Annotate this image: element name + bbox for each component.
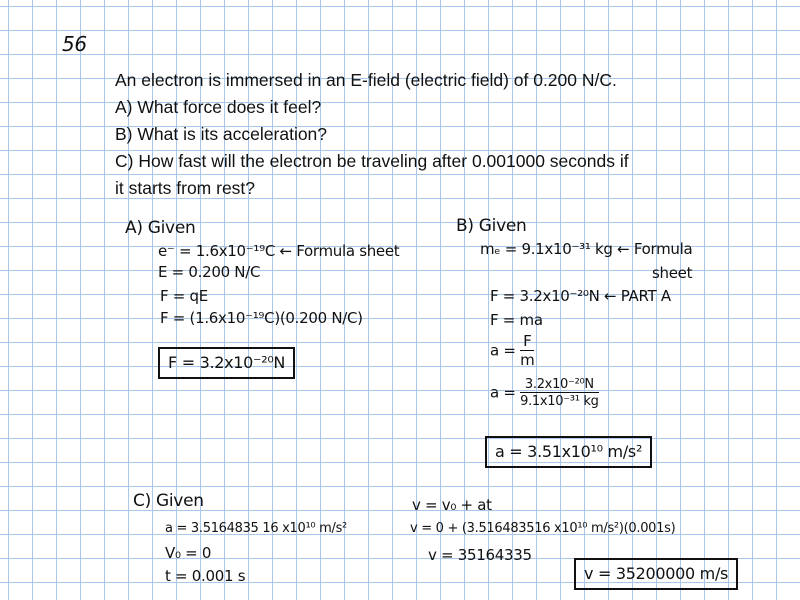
part-b-force: F = 3.2x10⁻²⁰N ← PART A [490,287,671,305]
problem-line-4: C) How fast will the electron be traveling after 0.001000 seconds if [115,151,629,171]
part-b-heading: B) Given [456,216,527,236]
part-b-a-denominator: m [520,351,535,369]
part-c-v0: V₀ = 0 [165,544,212,562]
part-b-mass-note: sheet [652,264,693,282]
part-a-substitution: F = (1.6x10⁻¹⁹C)(0.200 N/C) [160,309,363,327]
part-c-heading: C) Given [133,491,204,511]
part-b-rearranged-fraction [520,334,534,368]
part-b-mass: mₑ = 9.1x10⁻³¹ kg ← Formula [480,240,693,258]
part-a-field: E = 0.200 N/C [158,263,261,281]
part-a-formula: F = qE [160,287,208,305]
part-c-answer-box: v = 35200000 m/s [574,558,738,590]
part-b-answer-box: a = 3.51x10¹⁰ m/s² [485,436,652,468]
part-b-a-numerator: F [520,334,534,351]
part-b-formula: F = ma [490,311,543,329]
part-a-answer-box: F = 3.2x10⁻²⁰N [158,347,295,379]
problem-line-5: it starts from rest? [115,178,256,198]
part-c-substitution: v = 0 + (3.516483516 x10¹⁰ m/s²)(0.001s) [410,521,676,536]
problem-line-3: B) What is its acceleration? [115,124,328,144]
part-a-heading: A) Given [125,218,196,238]
problem-line-2: A) What force does it feel? [115,97,322,117]
part-b-rearranged [490,334,534,368]
part-b-sub-numerator: 3.2x10⁻²⁰N [520,378,599,393]
problem-number: 56 [62,32,87,56]
part-b-substituted [490,378,599,408]
part-c-time: t = 0.001 s [165,567,246,585]
part-c-formula: v = v₀ + at [412,496,492,514]
part-b-sub-label: a = [490,383,516,402]
part-b-sub-denominator: 9.1x10⁻³¹ kg [520,394,599,409]
part-b-a-label: a = [490,341,516,360]
problem-line-1: An electron is immersed in an E-field (electric field) of 0.200 N/C. [115,70,617,90]
part-c-accel: a = 3.5164835 16 x10¹⁰ m/s² [165,521,347,536]
part-a-charge: e⁻ = 1.6x10⁻¹⁹C ← Formula sheet [158,242,400,260]
part-b-substituted-fraction [520,378,599,408]
part-c-result: v = 35164335 [428,546,532,564]
